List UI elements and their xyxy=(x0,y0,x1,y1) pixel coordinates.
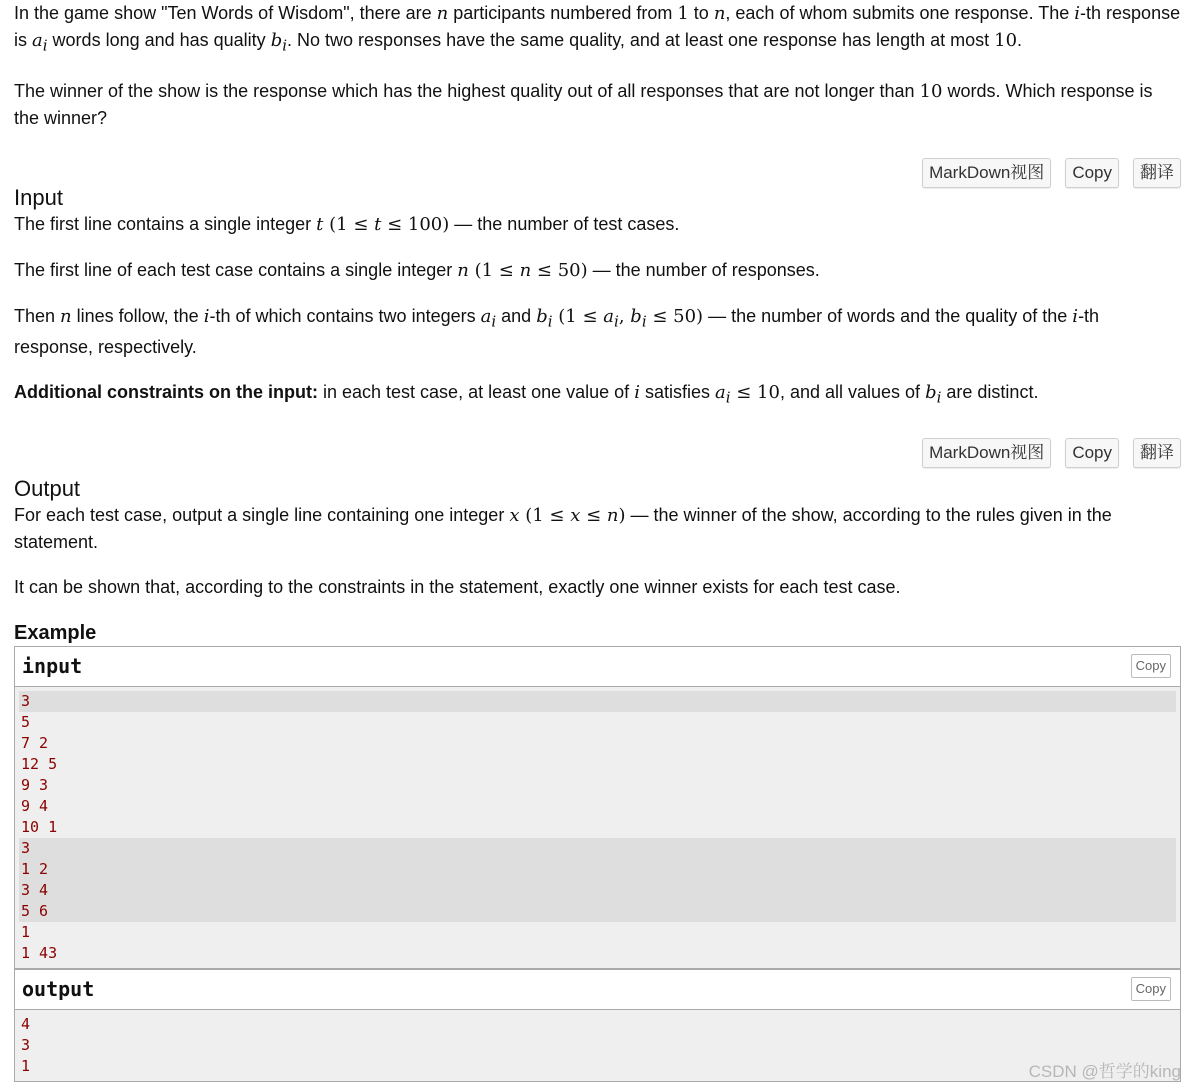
sample-input-line: 9 3 xyxy=(21,775,49,794)
input-paragraph-1: The first line contains a single integer t (1 ≤ t ≤ 100) — the number of test cases. xyxy=(14,213,680,235)
sample-output-header xyxy=(15,969,1180,1010)
sample-input-line: 1 2 xyxy=(19,859,1176,880)
sample-input-line: 3 4 xyxy=(19,880,1176,901)
sample-output-line: 3 xyxy=(21,1035,31,1054)
sample-input-line: 12 5 xyxy=(21,754,58,773)
sample-input-line: 3 xyxy=(19,838,1176,859)
markdown-view-button[interactable]: MarkDown视图 xyxy=(922,438,1051,468)
input-paragraph-3: Then n lines follow, the i-th of which contains two integers $a_i$ and $b_i$ ($1 \le a_i$, $b_i \le 50$) — the number of words and the quality of the i-th response, respectively. xyxy=(14,305,1100,358)
translate-button[interactable]: 翻译 xyxy=(1133,158,1181,188)
sample-output-label: output xyxy=(22,976,95,1001)
sample-input-line: 1 xyxy=(21,922,31,941)
sample-input-line: 10 1 xyxy=(21,817,58,836)
sample-input-line: 9 4 xyxy=(21,796,49,815)
sample-output-body[interactable] xyxy=(15,1010,1180,1081)
sample-input-line: 5 6 xyxy=(19,901,1176,922)
statement-paragraph-2: The winner of the show is the response which has the highest quality out of all responses that are not longer than 10 words. Which response is the winner? xyxy=(14,80,1153,128)
output-paragraph-2: It can be shown that, according to the constraints in the statement, exactly one winner exists for each test case. xyxy=(14,576,901,597)
output-section-title: Output xyxy=(14,475,81,501)
statement-toolbar xyxy=(14,158,1181,188)
sample-input-label: input xyxy=(22,653,83,678)
sample-output-line: 4 xyxy=(21,1014,31,1033)
input-paragraph-4: Additional constraints on the input: in each test case, at least one value of i satisfies $a_i \le 10$, and all values of $b_i$ are distinct. xyxy=(14,382,1039,407)
sample-input-line: 3 xyxy=(19,691,1176,712)
sample-output-line: 1 xyxy=(21,1056,31,1075)
sample-output-block xyxy=(14,969,1181,1082)
sample-input-block xyxy=(14,646,1181,969)
input-section-title: Input xyxy=(14,184,63,210)
markdown-view-button[interactable]: MarkDown视图 xyxy=(922,158,1051,188)
copy-input-button[interactable]: Copy xyxy=(1131,654,1171,678)
sample-input-line: 7 2 xyxy=(21,733,49,752)
sample-input-header xyxy=(15,647,1180,687)
translate-button[interactable]: 翻译 xyxy=(1133,438,1181,468)
copy-button[interactable]: Copy xyxy=(1065,158,1119,188)
statement-paragraph-1: In the game show "Ten Words of Wisdom", there are n participants numbered from 1 to n, each of whom submits one response. The i-th response is $a_i$ words long and has quality $b_i$. No two responses have the same quality, and at least one response has length at most 10. xyxy=(14,3,1181,55)
output-paragraph-1: For each test case, output a single line containing one integer x (1 ≤ x ≤ n) — the winner of the show, according to the rules given in the statement. xyxy=(14,504,1112,552)
input-toolbar xyxy=(14,438,1181,468)
sample-input-line: 5 xyxy=(21,712,31,731)
watermark: CSDN @哲学的king xyxy=(1028,1062,1181,1081)
copy-button[interactable]: Copy xyxy=(1065,438,1119,468)
input-paragraph-2: The first line of each test case contains a single integer n (1 ≤ n ≤ 50) — the number of responses. xyxy=(14,259,820,281)
problem-page xyxy=(14,0,1181,1082)
sample-input-body[interactable] xyxy=(15,687,1180,968)
example-title: Example xyxy=(14,621,97,644)
sample-input-line: 1 43 xyxy=(21,943,58,962)
copy-output-button[interactable]: Copy xyxy=(1131,977,1171,1001)
